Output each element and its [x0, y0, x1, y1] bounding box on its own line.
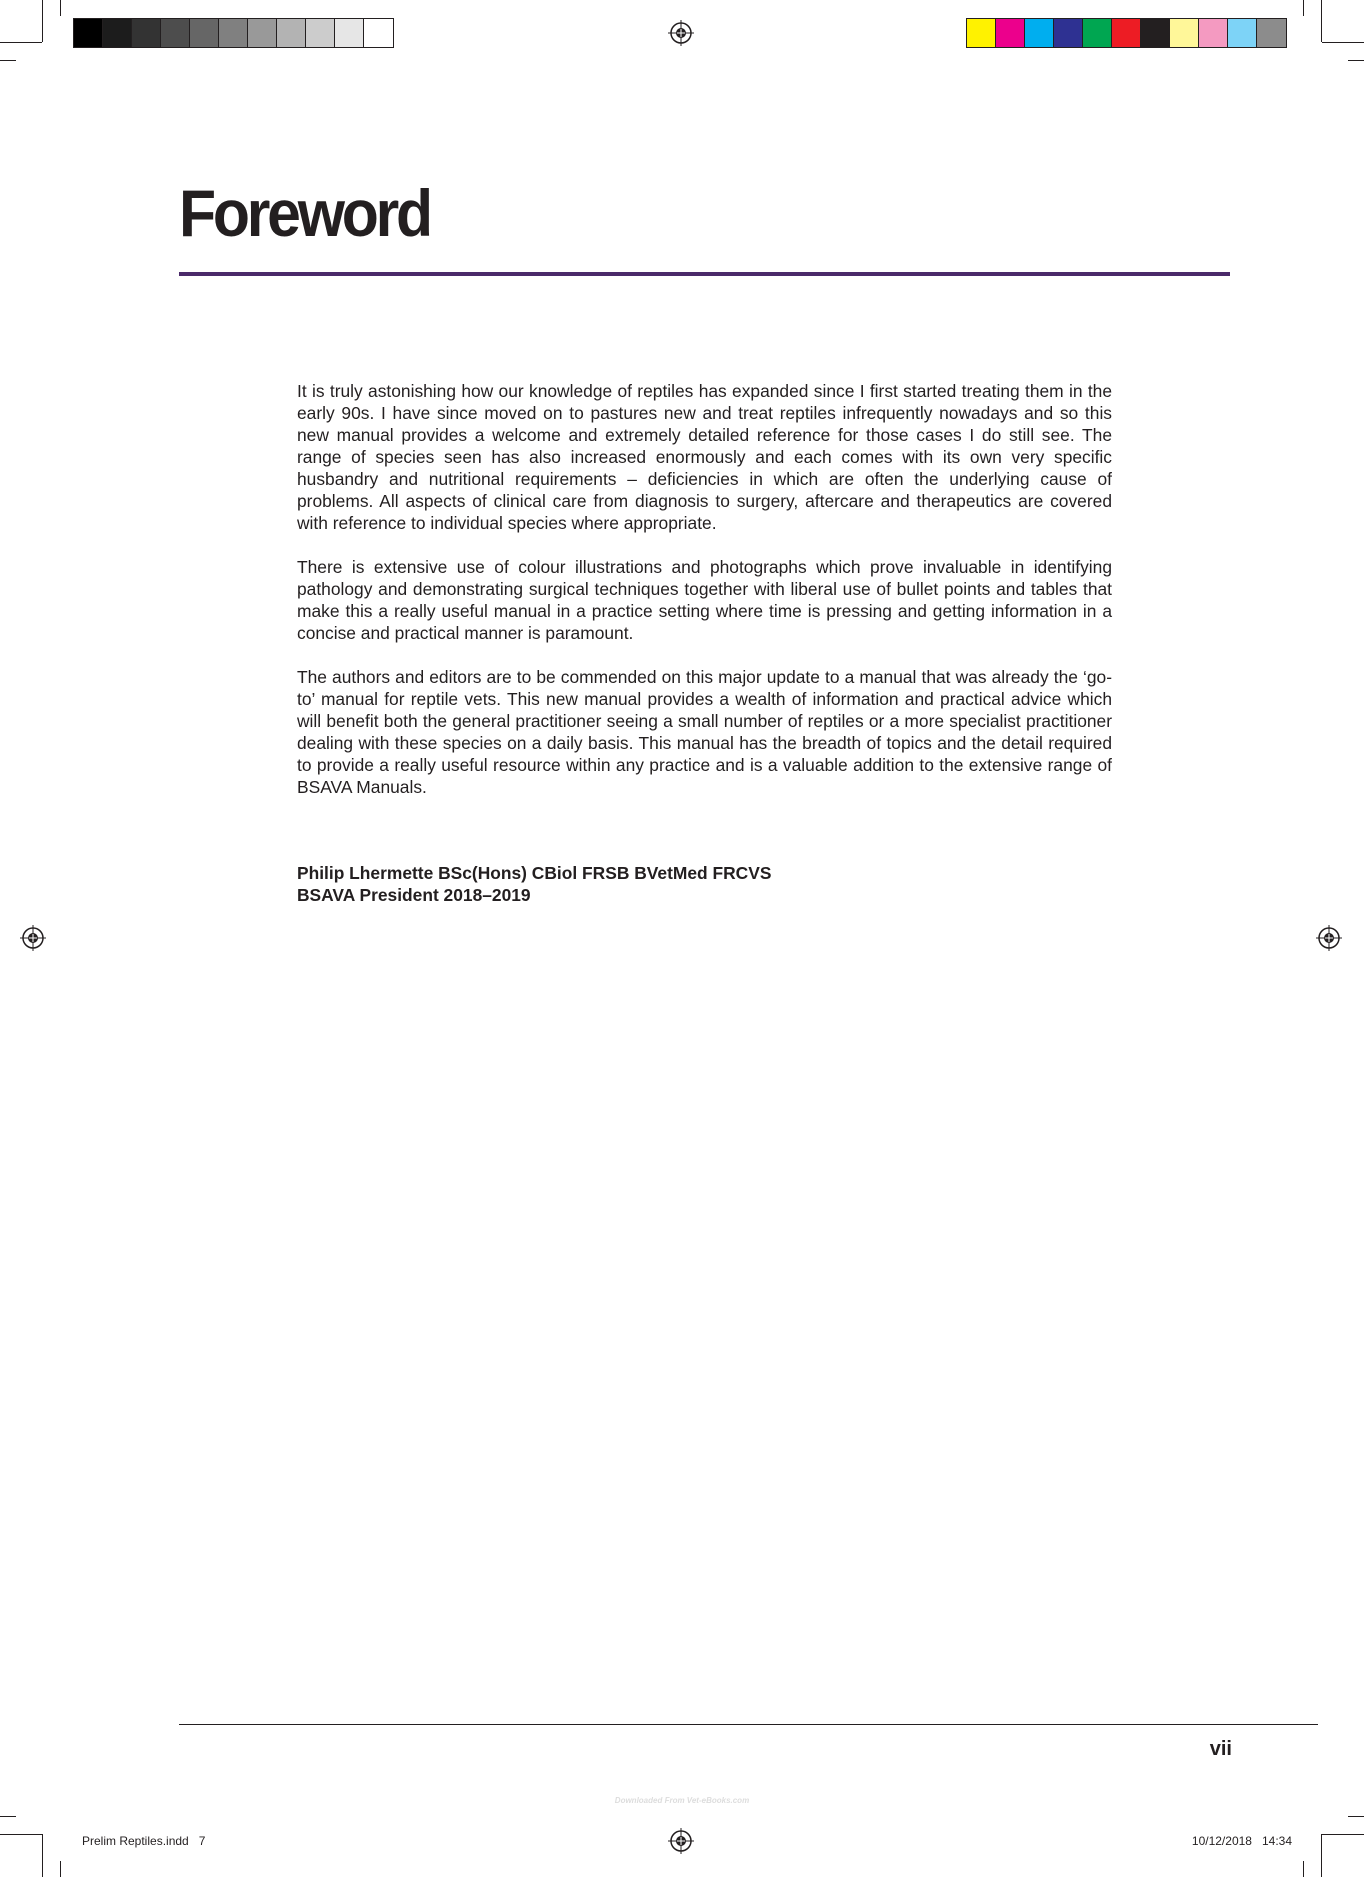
bleed-mark-top-right — [1303, 0, 1304, 16]
crop-mark-top-right-horizontal — [1322, 42, 1364, 43]
signature-name: Philip Lhermette BSc(Hons) CBiol FRSB BVetMed FRCVS — [297, 863, 772, 883]
slug-file-name: Prelim Reptiles.indd 7 — [82, 1834, 206, 1848]
grayscale-swatch — [335, 19, 364, 47]
grayscale-swatch — [74, 19, 103, 47]
page-number: vii — [1209, 1738, 1232, 1760]
registration-target-icon — [20, 925, 46, 951]
grayscale-swatch — [190, 19, 219, 47]
bleed-mark-left-bottom — [0, 1816, 16, 1817]
grayscale-swatch — [161, 19, 190, 47]
foreword-body — [297, 380, 1112, 820]
slug-datetime: 10/12/2018 14:34 — [1191, 1834, 1292, 1848]
crop-mark-bottom-right-vertical — [1321, 1834, 1322, 1877]
crop-mark-top-left-vertical — [42, 0, 43, 42]
grayscale-swatch — [277, 19, 306, 47]
crop-mark-top-right-vertical — [1321, 0, 1322, 42]
paragraph: There is extensive use of colour illustrations and photographs which prove invaluable in identifying pathology and demonstrating surgical techniques together with liberal use of bullet points and tables that make this a really useful manual in a practice setting where time is pressing and getting information in a concise and practical manner is paramount. — [297, 557, 1112, 643]
color-swatch — [1083, 19, 1112, 47]
bleed-mark-right-bottom — [1348, 1816, 1364, 1817]
crop-mark-bottom-left-vertical — [42, 1834, 43, 1877]
bleed-mark-bottom-left — [60, 1861, 61, 1877]
grayscale-swatch — [103, 19, 132, 47]
color-swatch — [1170, 19, 1199, 47]
crop-mark-bottom-right-horizontal — [1322, 1834, 1364, 1835]
grayscale-swatch — [248, 19, 277, 47]
title-rule — [179, 272, 1230, 276]
bleed-mark-top-left — [60, 0, 61, 16]
signature-block — [297, 862, 771, 906]
color-swatch — [1112, 19, 1141, 47]
registration-target-icon — [668, 20, 694, 46]
crop-mark-bottom-left-horizontal — [0, 1834, 42, 1835]
color-swatch — [1228, 19, 1257, 47]
grayscale-swatch — [219, 19, 248, 47]
watermark: Downloaded From Vet-eBooks.com — [614, 1796, 750, 1805]
bleed-mark-right-top — [1348, 60, 1364, 61]
grayscale-swatch — [364, 19, 393, 47]
paragraph: The authors and editors are to be commended on this major update to a manual that was already the ‘go-to’ manual for reptile vets. This new manual provides a wealth of information and practical advice which will benefit both the general practitioner seeing a small number of reptiles or a more specialist practitioner dealing with these species on a daily basis. This manual has the breadth of topics and the detail required to provide a really useful resource within any practice and is a valuable addition to the extensive range of BSAVA Manuals. — [297, 667, 1112, 797]
color-swatch — [967, 19, 996, 47]
grayscale-swatch — [132, 19, 161, 47]
color-swatch — [1257, 19, 1286, 47]
bleed-mark-bottom-right — [1303, 1861, 1304, 1877]
color-swatch — [1199, 19, 1228, 47]
color-swatch — [1025, 19, 1054, 47]
color-swatch — [1141, 19, 1170, 47]
footer-rule — [179, 1724, 1318, 1725]
registration-target-icon — [1316, 925, 1342, 951]
paragraph: It is truly astonishing how our knowledge of reptiles has expanded since I first started treating them in the early 90s. I have since moved on to pastures new and treat reptiles infrequently nowadays and so this new manual provides a welcome and extremely detailed reference for those cases I do still see. The range of species seen has also increased enormously and each comes with its own very specific husbandry and nutritional requirements – deficiencies in which are often the underlying cause of problems. All aspects of clinical care from diagnosis to surgery, aftercare and therapeutics are covered with reference to individual species where appropriate. — [297, 381, 1112, 533]
grayscale-control-bar — [73, 18, 394, 48]
color-swatch — [1054, 19, 1083, 47]
color-control-bar — [966, 18, 1287, 48]
crop-mark-top-left-horizontal — [0, 42, 42, 43]
color-swatch — [996, 19, 1025, 47]
grayscale-swatch — [306, 19, 335, 47]
bleed-mark-left-top — [0, 60, 16, 61]
signature-role: BSAVA President 2018–2019 — [297, 885, 531, 905]
page-title: Foreword — [179, 176, 430, 250]
registration-target-icon — [668, 1828, 694, 1854]
